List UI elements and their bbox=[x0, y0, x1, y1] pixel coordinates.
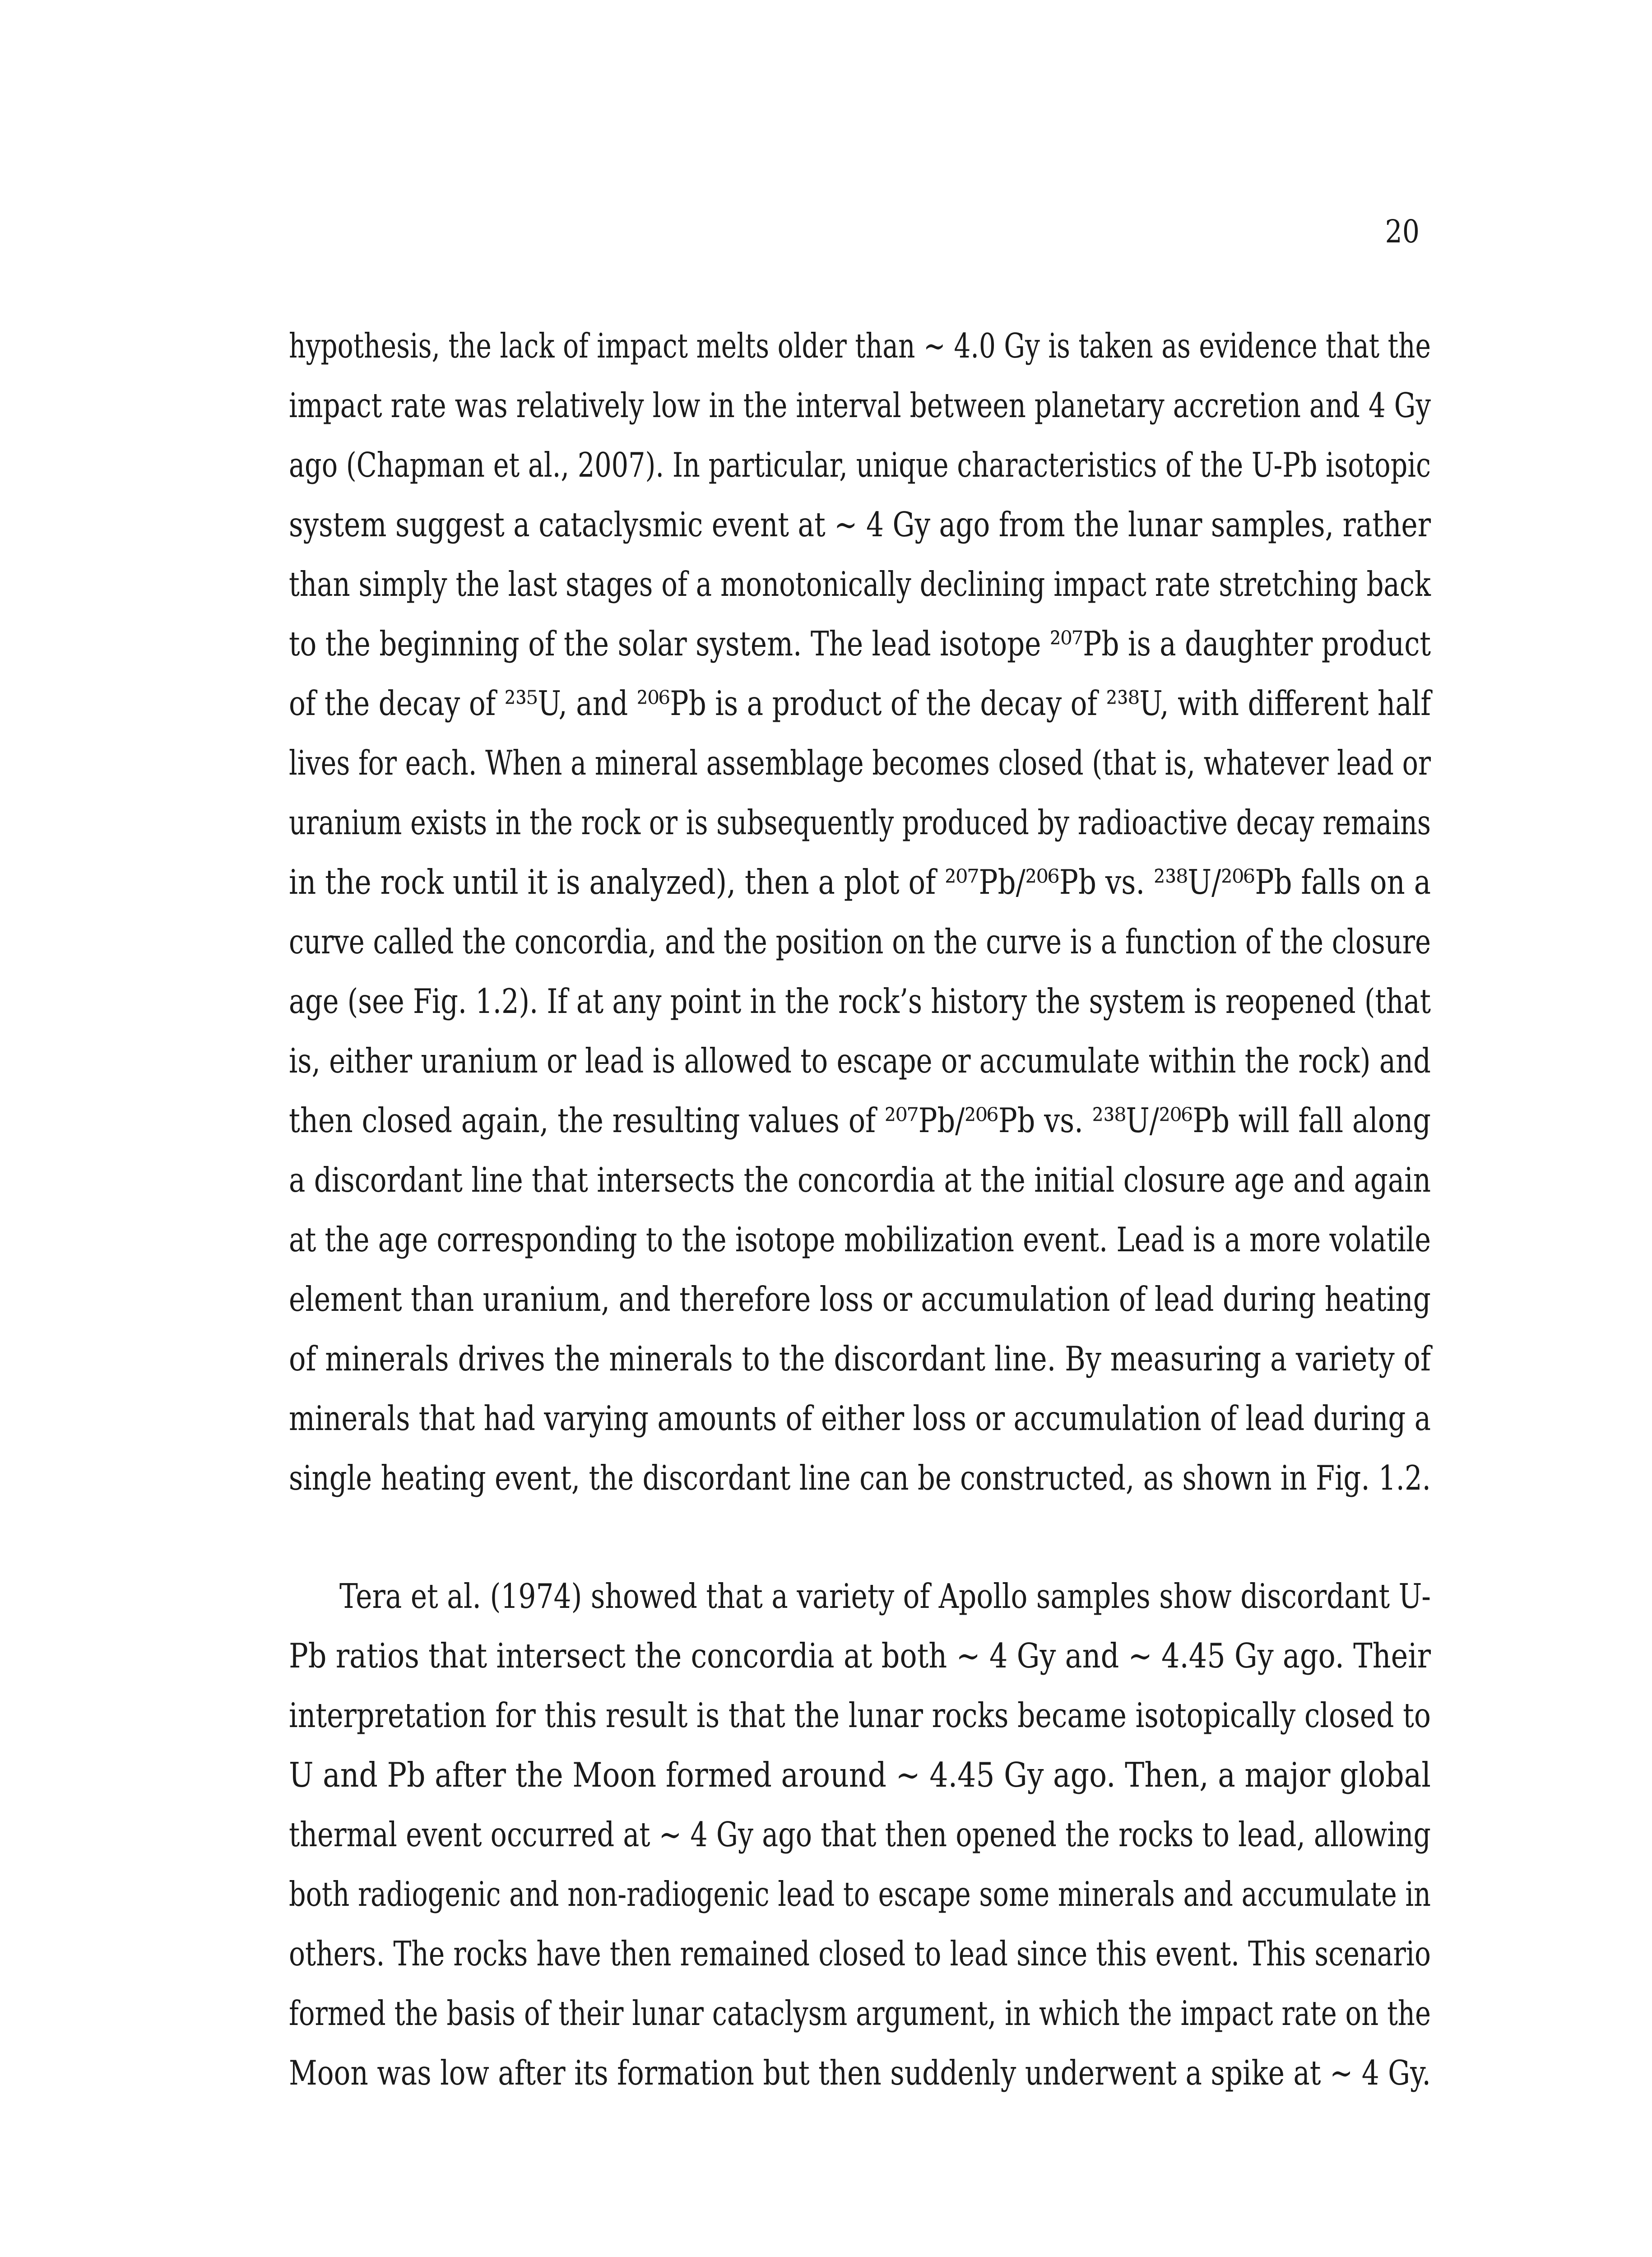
text-line-content: formed the basis of their lunar cataclysm argument, in which the impact rate on the bbox=[289, 1993, 1431, 2033]
text-line-content: impact rate was relatively low in the interval between planetary accretion and 4 Gy bbox=[289, 385, 1431, 425]
text-line-content: others. The rocks have then remained closed to lead since this event. This scenario bbox=[289, 1934, 1431, 1974]
text-line bbox=[289, 1031, 1431, 1091]
text-line bbox=[289, 912, 1431, 971]
text-line-content: curve called the concordia, and the position on the curve is a function of the closure bbox=[289, 922, 1431, 961]
text-line bbox=[289, 1448, 1431, 1508]
text-line bbox=[289, 554, 1431, 614]
text-line bbox=[289, 495, 1431, 554]
text-line bbox=[289, 1626, 1431, 1686]
text-line bbox=[289, 376, 1431, 435]
text-line bbox=[289, 1745, 1431, 1805]
text-line-content: thermal event occurred at ∼ 4 Gy ago that then opened the rocks to lead, allowing bbox=[289, 1815, 1431, 1854]
text-line-content: Tera et al. (1974) showed that a variety of Apollo samples show discordant U- bbox=[339, 1576, 1431, 1616]
text-line-content: of the decay of ²³⁵U, and ²⁰⁶Pb is a product of the decay of ²³⁸U, with different half bbox=[289, 683, 1431, 723]
text-line-content: age (see Fig. 1.2). If at any point in the rock’s history the system is reopened (that bbox=[289, 981, 1431, 1021]
text-line-content: Pb ratios that intersect the concordia at both ∼ 4 Gy and ∼ 4.45 Gy ago. Their bbox=[289, 1636, 1431, 1676]
text-line bbox=[289, 1091, 1431, 1150]
paragraph-gap bbox=[289, 1508, 1431, 1566]
text-line-content: single heating event, the discordant line can be constructed, as shown in Fig. 1.2. bbox=[289, 1458, 1431, 1498]
text-line-content: ago (Chapman et al., 2007). In particular, unique characteristics of the U-Pb isotopic bbox=[289, 445, 1431, 485]
text-line-content: interpretation for this result is that the lunar rocks became isotopically closed to bbox=[289, 1695, 1431, 1735]
text-line bbox=[289, 435, 1431, 495]
text-line-content: minerals that had varying amounts of either loss or accumulation of lead during a bbox=[289, 1398, 1431, 1438]
text-line bbox=[289, 971, 1431, 1031]
text-line bbox=[289, 1805, 1431, 1864]
text-line bbox=[289, 1389, 1431, 1448]
text-line-content: then closed again, the resulting values of ²⁰⁷Pb/²⁰⁶Pb vs. ²³⁸U/²⁰⁶Pb will fall along bbox=[289, 1101, 1431, 1140]
text-line-content: both radiogenic and non-radiogenic lead to escape some minerals and accumulate in bbox=[289, 1874, 1431, 1914]
text-line-content: Moon was low after its formation but then suddenly underwent a spike at ∼ 4 Gy. bbox=[289, 2053, 1431, 2093]
page-number: 20 bbox=[1385, 213, 1420, 250]
text-line-content: U and Pb after the Moon formed around ∼ 4.45 Gy ago. Then, a major global bbox=[289, 1755, 1431, 1795]
text-line-content: element than uranium, and therefore loss or accumulation of lead during heating bbox=[289, 1279, 1431, 1319]
text-line-content: is, either uranium or lead is allowed to escape or accumulate within the rock) and bbox=[289, 1041, 1431, 1081]
paragraph bbox=[289, 1566, 1431, 2103]
text-line bbox=[289, 1329, 1431, 1389]
text-line bbox=[289, 316, 1431, 376]
text-line-content: than simply the last stages of a monotonically declining impact rate stretching back bbox=[289, 564, 1431, 604]
body-text bbox=[289, 316, 1431, 2103]
text-line bbox=[289, 1150, 1431, 1210]
text-line bbox=[289, 1269, 1431, 1329]
text-line-content: of minerals drives the minerals to the discordant line. By measuring a variety of bbox=[289, 1339, 1431, 1379]
text-line bbox=[289, 673, 1431, 733]
text-line bbox=[289, 614, 1431, 673]
text-line-content: uranium exists in the rock or is subsequently produced by radioactive decay remains bbox=[289, 803, 1431, 842]
text-line-content: system suggest a cataclysmic event at ∼ 4 Gy ago from the lunar samples, rather bbox=[289, 505, 1431, 544]
text-line-content: lives for each. When a mineral assemblage becomes closed (that is, whatever lead or bbox=[289, 743, 1431, 783]
text-line-content: hypothesis, the lack of impact melts older than ∼ 4.0 Gy is taken as evidence that the bbox=[289, 326, 1431, 366]
text-line-content: to the beginning of the solar system. The lead isotope ²⁰⁷Pb is a daughter product bbox=[289, 624, 1431, 664]
text-line bbox=[289, 1686, 1431, 1745]
text-line bbox=[289, 1924, 1431, 1983]
text-line bbox=[289, 1983, 1431, 2043]
text-line-content: in the rock until it is analyzed), then a plot of ²⁰⁷Pb/²⁰⁶Pb vs. ²³⁸U/²⁰⁶Pb falls on a bbox=[289, 862, 1431, 902]
text-line bbox=[289, 1566, 1431, 1626]
text-line bbox=[289, 733, 1431, 793]
text-line bbox=[289, 852, 1431, 912]
text-line bbox=[289, 2043, 1431, 2103]
text-line-content: a discordant line that intersects the concordia at the initial closure age and again bbox=[289, 1160, 1431, 1200]
text-line bbox=[289, 1864, 1431, 1924]
paragraph bbox=[289, 316, 1431, 1508]
text-line bbox=[289, 1210, 1431, 1269]
text-line bbox=[289, 793, 1431, 852]
text-line-content: at the age corresponding to the isotope mobilization event. Lead is a more volatile bbox=[289, 1220, 1431, 1259]
